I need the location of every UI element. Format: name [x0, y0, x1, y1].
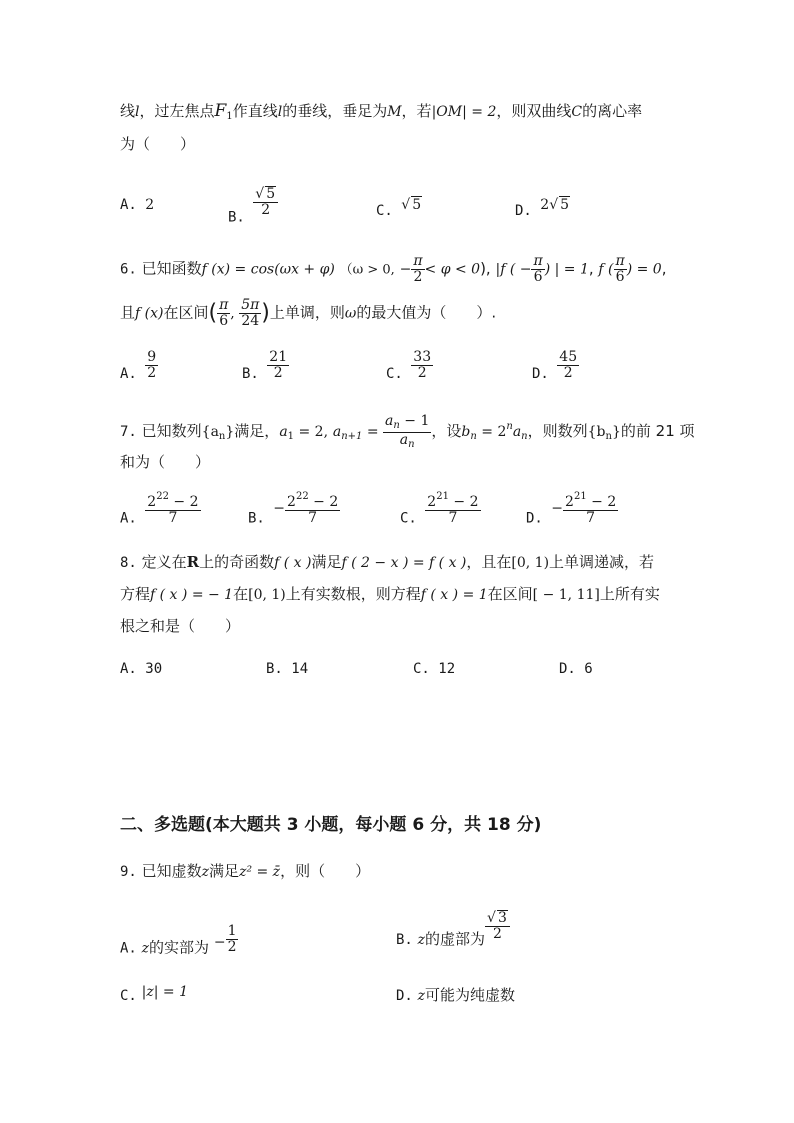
q5-option-b[interactable] — [228, 186, 278, 226]
option-value: 6 — [584, 661, 593, 677]
q9-text: ，则（ ） — [280, 862, 371, 880]
tail: − 2 — [586, 494, 617, 510]
option-label: C. — [386, 366, 403, 383]
option-label: D. — [526, 510, 543, 527]
q6-fx: f (x) — [135, 305, 164, 322]
q9-z: z — [201, 864, 210, 880]
num-sub: n — [393, 420, 400, 431]
base: 2 — [287, 494, 296, 510]
q5-option-d[interactable]: D. 2√ 5 — [515, 197, 570, 219]
seq-sub: n — [218, 431, 226, 442]
q7-rec-frac — [383, 414, 431, 450]
option-coef: 2 — [540, 197, 550, 213]
q5-text: ，若 — [401, 102, 432, 120]
q7-option-c[interactable] — [400, 492, 481, 527]
q7-option-b[interactable] — [248, 492, 340, 527]
q6-zero-cond-a: f ( — [598, 261, 614, 278]
den: 7 — [586, 509, 596, 526]
q5-text: 线 — [120, 102, 136, 120]
num: 33 — [413, 349, 432, 365]
exp: 21 — [436, 491, 449, 502]
eq: = — [362, 424, 384, 440]
q9-option-b[interactable] — [396, 910, 510, 949]
option-label: D. — [559, 661, 576, 677]
option-value: 5 — [266, 186, 276, 202]
q7-line-2: 和为（ ） — [120, 453, 211, 471]
q9-option-a[interactable] — [120, 924, 238, 958]
q7-a1 — [279, 424, 328, 440]
q8-interval: [0, 1) — [511, 555, 550, 571]
option-sign: − — [273, 500, 286, 517]
den-sub: n — [408, 438, 415, 450]
option-value: |z| = 1 — [141, 984, 188, 1000]
num: π — [219, 297, 229, 313]
q6-frac-pi-6b — [614, 254, 627, 284]
q6-text: 上单调，则 — [269, 303, 345, 322]
question-number: 8. — [120, 555, 137, 571]
q5-text: ，过左焦点 — [139, 102, 215, 120]
den: 2 — [227, 938, 237, 955]
q8-symmetry: f ( 2 − x ) = f ( x ) — [341, 555, 467, 571]
b-a: a — [512, 424, 522, 440]
q5-line-2: 为（ ） — [120, 135, 196, 153]
q7-seq-a — [202, 424, 235, 440]
q5-option-a[interactable] — [120, 197, 154, 213]
option-den: 2 — [261, 201, 271, 218]
option-fraction — [226, 924, 239, 954]
den: 7 — [308, 509, 318, 526]
q6-option-d[interactable] — [532, 350, 579, 382]
option-text: 可能为纯虚数 — [425, 986, 516, 1004]
exp: 22 — [156, 491, 169, 502]
base: 2 — [147, 494, 157, 510]
option-text: 的虚部为 — [425, 930, 486, 949]
option-label: B. — [266, 661, 283, 677]
option-label: B. — [242, 366, 259, 383]
option-label: A. — [120, 661, 137, 677]
option-fraction: $\frac{√ 3}{2}$ — [485, 910, 510, 941]
option-value: 5 — [560, 197, 570, 213]
a-sub: n+1 — [341, 431, 363, 442]
q8-text: 在 — [233, 585, 249, 603]
q6-text: ), — [480, 259, 491, 278]
option-label: C. — [120, 988, 137, 1004]
tail: − 2 — [308, 494, 339, 510]
q6-text: , — [661, 259, 667, 278]
seq: {b — [587, 424, 606, 440]
q8-real-set: R — [186, 553, 200, 571]
q5-text: ，则双曲线 — [496, 102, 572, 120]
section-title: 二、多选题(本大题共 3 小题，每小题 6 分，共 18 分) — [120, 815, 542, 835]
num: π — [533, 253, 543, 269]
q7-line-1 — [120, 414, 695, 450]
q6-abs-cond-b: ) | = 1 — [544, 261, 589, 278]
q8-text: 上单调递减，若 — [549, 553, 655, 571]
question-number: 6. — [120, 261, 137, 278]
q7-seq-b — [588, 424, 621, 440]
den: 6 — [615, 268, 625, 285]
q6-text: 的最大值为（ ）. — [356, 303, 497, 322]
seq-sub: n — [605, 431, 612, 442]
q7-text: 的前 21 项 — [620, 422, 695, 440]
option-fraction — [425, 492, 480, 525]
q6-text: 且 — [120, 303, 136, 322]
tail: − 2 — [168, 494, 199, 510]
q5-line-l: l — [277, 104, 283, 120]
tail: − 2 — [448, 494, 479, 510]
q6-text: , — [588, 259, 594, 278]
option-fraction — [557, 350, 579, 380]
den: a — [399, 431, 409, 448]
close-paren: ) — [261, 300, 270, 326]
den: 6 — [533, 268, 543, 285]
a: a — [279, 424, 288, 440]
num: 9 — [147, 349, 157, 365]
q8-text: 定义在 — [141, 553, 187, 571]
b-sup: n — [506, 421, 513, 432]
q5-text: 作直线 — [232, 102, 278, 120]
question-number: 7. — [120, 424, 137, 440]
q8-equation-1: f ( x ) = − 1 — [150, 587, 234, 603]
den: 24 — [241, 312, 260, 329]
num: 3 — [497, 910, 507, 926]
num: 1 — [227, 923, 237, 939]
q8-option-a[interactable] — [120, 661, 162, 677]
seq-end: } — [611, 424, 621, 440]
open-paren: ( — [208, 300, 218, 326]
q9-text: 已知虚数 — [141, 862, 202, 880]
q6-zero-cond-b: ) = 0 — [626, 261, 662, 278]
b: b — [461, 424, 471, 440]
option-value: 14 — [291, 661, 309, 677]
option-value: 2 — [145, 197, 155, 213]
option-label: A. — [120, 510, 137, 527]
q8-interval: [0, 1) — [248, 587, 286, 603]
q9-condition: z² = z̄ — [239, 864, 281, 880]
option-label: D. — [532, 366, 549, 383]
q9-text: 满足 — [209, 862, 240, 880]
option-label: A. — [120, 940, 137, 957]
q6-omega: ω — [344, 305, 357, 322]
q8-fx: f ( x ) — [274, 555, 312, 571]
q6-line-2: 且f (x)在区间( $\frac{\pi}{6}$ , $\frac{5\pi}{24}$ )上单调，则ω的最大值为（ ）. — [120, 297, 497, 329]
q6-line-1 — [120, 254, 667, 284]
option-sign: − — [551, 500, 564, 517]
option-label: A. — [120, 366, 137, 383]
q5-focus: F — [214, 101, 227, 121]
q7-recurrence — [332, 413, 432, 450]
den: 2 — [493, 925, 502, 942]
q7-text: ，则数列 — [527, 422, 588, 440]
q9-option-d[interactable] — [396, 984, 515, 1005]
q5-text: 的垂线，垂足为 — [282, 102, 388, 120]
q8-option-c[interactable] — [413, 661, 455, 677]
q6-text: 已知函数 — [141, 259, 202, 278]
q8-equation-2: f ( x ) = 1 — [420, 587, 488, 603]
option-label: B. — [248, 510, 265, 527]
q8-text: ，且在 — [466, 553, 512, 571]
q6-interval-left — [217, 298, 230, 328]
q5-om-condition: |OM| = 2 — [431, 104, 497, 120]
den: 2 — [417, 364, 427, 381]
den: 2 — [563, 364, 573, 381]
a: a — [332, 424, 342, 440]
den: 2 — [273, 364, 283, 381]
q6-phi-cond: < φ < 0 — [424, 261, 481, 278]
den: 6 — [219, 312, 229, 329]
option-fraction — [411, 350, 433, 380]
q5-text: 的离心率 — [582, 102, 643, 120]
q9-line-1 — [120, 860, 370, 881]
option-sign: − — [213, 934, 226, 951]
q7-bn — [461, 421, 528, 442]
base: 2 — [565, 494, 574, 510]
q8-text: 方程 — [120, 585, 151, 603]
option-fraction: $\frac{√ 5}{2}$ — [253, 186, 278, 217]
den: 2 — [147, 364, 157, 381]
q8-option-b[interactable] — [266, 661, 308, 677]
q8-text: 上有实数根，则方程 — [285, 585, 421, 603]
option-label: B. — [228, 209, 245, 226]
q8-line-3: 根之和是（ ） — [120, 617, 241, 635]
q8-option-d[interactable] — [559, 661, 593, 677]
seq-end: } — [225, 424, 235, 440]
q6-option-a[interactable] — [120, 350, 158, 382]
option-z: z — [417, 988, 426, 1004]
option-text: 的实部为 — [149, 938, 210, 957]
q5-foot-m: M — [387, 104, 402, 120]
num-tail: − 1 — [399, 413, 430, 429]
q8-line-2 — [120, 583, 660, 604]
option-fraction — [145, 350, 158, 380]
q8-text: 上所有实 — [599, 585, 660, 603]
option-z: z — [417, 932, 426, 949]
option-label: C. — [413, 661, 430, 677]
b-sub: n — [470, 431, 477, 442]
option-value: 5 — [412, 197, 422, 213]
den: 7 — [168, 509, 178, 526]
num: π — [615, 253, 625, 269]
q6-frac-pi-6 — [531, 254, 544, 284]
q7-option-a[interactable] — [120, 492, 201, 527]
a-sub: 1 — [287, 431, 295, 442]
option-z: z — [141, 940, 150, 957]
option-label: B. — [396, 932, 413, 949]
question-number: 9. — [120, 864, 137, 880]
option-value: 12 — [438, 661, 456, 677]
option-fraction — [267, 350, 289, 380]
q6-abs-cond-a: |f ( − — [495, 261, 532, 278]
option-label: A. — [120, 197, 137, 213]
den: 2 — [413, 268, 423, 285]
q6-function: f (x) = cos(ωx + φ) — [201, 261, 335, 278]
q5-line-l: l — [135, 104, 140, 120]
q7-option-d[interactable] — [526, 492, 618, 527]
option-label: C. — [376, 203, 393, 219]
q5-line-1 — [120, 100, 642, 122]
option-fraction — [563, 492, 618, 525]
q8-line-1 — [120, 551, 654, 572]
num: 5π — [241, 297, 260, 313]
option-fraction — [145, 492, 200, 525]
num: 45 — [559, 349, 578, 365]
q5-focus-sub: 1 — [226, 111, 233, 122]
q7-text: 已知数列 — [141, 422, 202, 440]
exp: 21 — [573, 491, 587, 502]
b-eq: = 2 — [476, 424, 507, 440]
q8-text: 满足 — [311, 553, 342, 571]
option-fraction — [285, 492, 340, 525]
q6-interval-right — [239, 298, 261, 328]
b-a-sub: n — [521, 431, 528, 442]
option-label: C. — [400, 510, 417, 527]
option-label: D. — [515, 203, 532, 219]
q6-omega-cond: （ω > 0, — [339, 262, 395, 278]
q6-frac-pi-2 — [411, 254, 424, 284]
option-label: D. — [396, 988, 413, 1004]
q7-text: 满足， — [234, 422, 280, 440]
q8-interval: [ − 1, 11] — [532, 587, 600, 603]
exp: 22 — [295, 491, 309, 502]
q5-option-c[interactable]: C. √ 5 — [376, 197, 422, 219]
num: a — [385, 413, 394, 429]
q8-text: 在区间 — [487, 585, 533, 603]
q7-text: ，设 — [431, 422, 462, 440]
q6-text: 在区间 — [163, 303, 209, 322]
q5-curve-c: C — [571, 104, 583, 120]
num: π — [413, 253, 423, 269]
seq: {a — [201, 424, 219, 440]
q6-minus: − — [399, 261, 412, 278]
option-value: 30 — [145, 661, 163, 677]
num: 21 — [269, 349, 288, 365]
a-val: = 2, — [294, 424, 329, 440]
q9-option-c[interactable] — [120, 984, 188, 1004]
base: 2 — [427, 494, 437, 510]
q6-option-c[interactable] — [386, 350, 433, 382]
q6-option-b[interactable] — [242, 350, 289, 382]
den: 7 — [448, 509, 458, 526]
q8-text: 上的奇函数 — [199, 553, 275, 571]
